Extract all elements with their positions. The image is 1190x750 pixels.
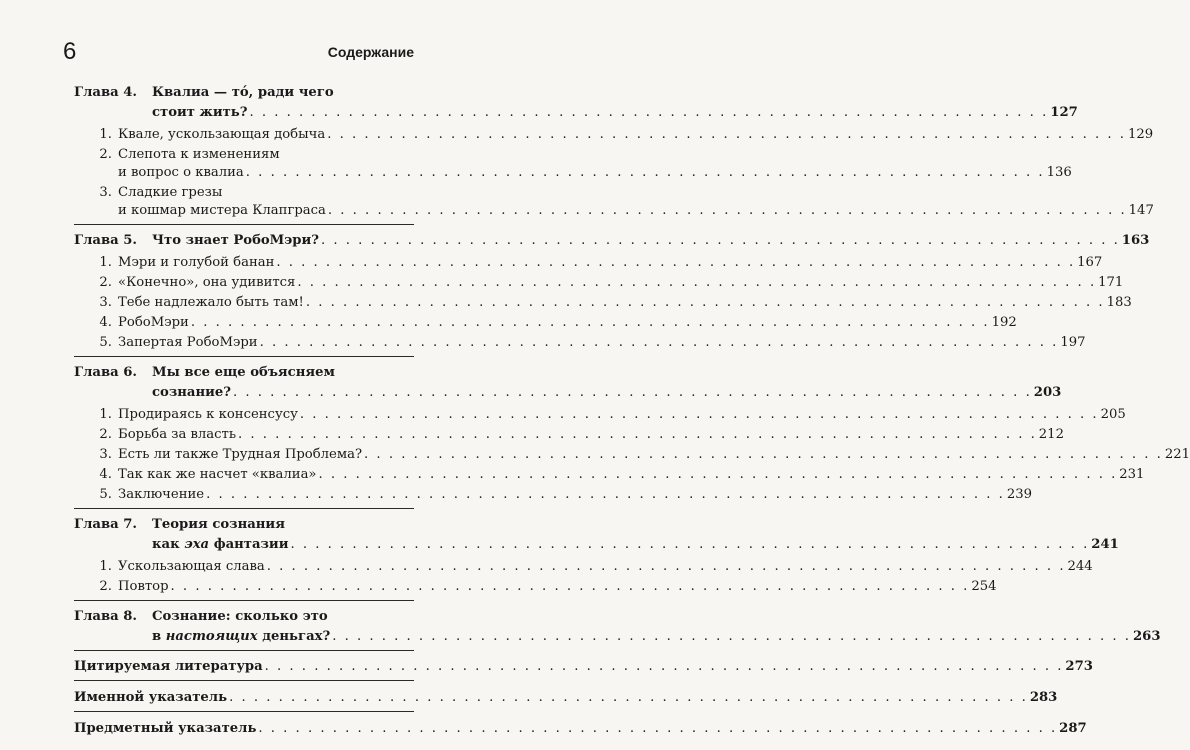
section-page: 129 (1127, 127, 1154, 142)
section-number: 3. (99, 447, 112, 462)
section-page: 212 (1038, 427, 1064, 442)
chapter-title-line: Мы все еще объясняем (152, 365, 335, 380)
leader-dots (258, 720, 1057, 738)
toc-section (74, 426, 1064, 444)
section-page: 239 (1006, 487, 1033, 502)
toc-section (74, 146, 1072, 182)
chapter-title (152, 516, 1119, 554)
section-page: 183 (1106, 295, 1132, 310)
section-list (74, 254, 1132, 352)
leader-dots (191, 314, 990, 332)
chapter-label: Глава 6. (74, 365, 138, 380)
leader-dots (300, 406, 1099, 424)
leader-dots (171, 578, 970, 596)
section-list (74, 558, 1093, 596)
toc-chapter-7 (74, 516, 1119, 601)
section-title: Мэри и голубой банан (118, 255, 275, 270)
toc-chapter-8 (74, 608, 1161, 651)
section-title: Квале, ускользающая добыча (118, 127, 326, 142)
chapter-title-last: сознание? (152, 385, 231, 400)
chapter-title-line: Теория сознания (152, 517, 285, 532)
chapter-title-last: в настоящих деньгах? (152, 629, 331, 644)
leader-dots (328, 202, 1127, 220)
section-number: 2. (99, 147, 112, 162)
section-list (74, 126, 1154, 220)
leader-dots (319, 466, 1118, 484)
section-title: Тебе надлежало быть там! (118, 295, 304, 310)
toc-section (74, 184, 1154, 220)
section-number: 1. (99, 255, 112, 270)
leader-dots (246, 164, 1045, 182)
chapter-title (152, 232, 1149, 250)
chapter-title-last: Что знает РобоМэри? (152, 233, 320, 248)
chapter-label: Глава 8. (74, 609, 138, 624)
chapter-title-row (152, 384, 1061, 402)
chapter-page: 127 (1050, 105, 1078, 120)
section-number: 1. (99, 407, 112, 422)
toc-section (74, 558, 1093, 576)
toc-section (74, 254, 1103, 272)
leader-dots (267, 558, 1066, 576)
section-number: 2. (99, 427, 112, 442)
section-page: 197 (1060, 335, 1086, 350)
toc-chapter-4 (74, 84, 1154, 225)
toc-back-matter-subject-index (74, 720, 1087, 742)
chapter-title-last: как эха фантазии (152, 537, 289, 552)
table-of-contents (74, 84, 1190, 750)
section-page: 147 (1128, 203, 1154, 218)
chapter-label: Глава 7. (74, 517, 138, 532)
section-page: 136 (1046, 165, 1072, 180)
leader-dots (297, 274, 1096, 292)
section-number: 3. (99, 185, 112, 200)
section-title: Заключение (118, 487, 205, 502)
leader-dots (250, 104, 1049, 122)
toc-section (74, 578, 997, 596)
section-title: и вопрос о квалиа (118, 165, 244, 180)
section-page: 231 (1119, 467, 1145, 482)
section-number: 2. (99, 275, 112, 290)
section-title: РобоМэри (118, 315, 189, 330)
section-title: и кошмар мистера Клапграса (118, 203, 326, 218)
leader-dots (332, 628, 1131, 646)
toc-section (74, 294, 1132, 312)
leader-dots (233, 384, 1032, 402)
leader-dots (276, 254, 1075, 272)
leader-dots (291, 536, 1090, 554)
section-title: Борьба за власть (118, 427, 237, 442)
leader-dots (238, 426, 1037, 444)
leader-dots (321, 232, 1120, 250)
chapter-title-row (152, 628, 1161, 646)
toc-section (74, 274, 1124, 292)
back-matter-page: 273 (1065, 659, 1093, 674)
chapter-title-row (152, 536, 1119, 554)
back-matter-page: 283 (1029, 690, 1058, 705)
chapter-page: 203 (1033, 385, 1062, 400)
section-number: 5. (99, 487, 112, 502)
emphasis: настоящих (165, 629, 258, 644)
chapter-title (152, 84, 1078, 122)
section-page: 167 (1077, 255, 1103, 270)
toc-section (74, 446, 1190, 464)
section-page: 205 (1100, 407, 1126, 422)
leader-dots (206, 486, 1005, 504)
section-page: 171 (1098, 275, 1124, 290)
page-number: 6 (63, 38, 77, 65)
section-page: 244 (1067, 559, 1093, 574)
leader-dots (306, 294, 1105, 312)
section-number: 1. (99, 559, 112, 574)
leader-dots (229, 689, 1028, 707)
chapter-title-last: стоит жить? (152, 105, 248, 120)
leader-dots (260, 334, 1059, 352)
chapter-label: Глава 4. (74, 85, 138, 100)
chapter-page: 263 (1132, 629, 1161, 644)
leader-dots (327, 126, 1126, 144)
section-page: 254 (971, 579, 997, 594)
section-title: Запертая РобоМэри (118, 335, 258, 350)
toc-back-matter-references (74, 658, 1093, 681)
toc-section (74, 334, 1086, 352)
chapter-title-row (152, 104, 1078, 122)
section-title: «Конечно», она удивится (118, 275, 296, 290)
toc-chapter-5 (74, 232, 1150, 357)
chapter-page: 163 (1121, 233, 1150, 248)
toc-section (74, 466, 1145, 484)
section-title: Продираясь к консенсусу (118, 407, 298, 422)
chapter-label: Глава 5. (74, 233, 138, 248)
chapter-title-line: Квалиа — тó, ради чего (152, 85, 334, 100)
section-title: Так как же насчет «квалиа» (118, 467, 317, 482)
chapter-title (152, 364, 1061, 402)
section-number: 4. (99, 315, 112, 330)
toc-section (74, 314, 1017, 332)
toc-section (74, 486, 1033, 504)
back-matter-page: 287 (1059, 721, 1087, 736)
chapter-title (152, 608, 1161, 646)
chapter-page: 241 (1091, 537, 1119, 552)
back-matter-title: Именной указатель (74, 690, 228, 705)
chapter-title-row (152, 232, 1149, 250)
section-title: Ускользающая слава (118, 559, 265, 574)
section-number: 2. (99, 579, 112, 594)
section-number: 4. (99, 467, 112, 482)
leader-dots (265, 658, 1064, 676)
section-number: 5. (99, 335, 112, 350)
section-list (74, 406, 1190, 504)
section-title-line: Сладкие грезы (118, 185, 223, 200)
toc-section (74, 126, 1154, 144)
toc-section (74, 406, 1126, 424)
section-number: 3. (99, 295, 112, 310)
section-title: Есть ли также Трудная Проблема? (118, 447, 363, 462)
leader-dots (364, 446, 1163, 464)
section-number: 1. (99, 127, 112, 142)
toc-chapter-6 (74, 364, 1190, 509)
section-title: Повтор (118, 579, 169, 594)
toc-back-matter-name-index (74, 689, 1058, 712)
back-matter-title: Цитируемая литература (74, 659, 263, 674)
emphasis: эха (184, 537, 210, 552)
running-head: Содержание (327, 44, 414, 60)
section-title-line: Слепота к изменениям (118, 147, 280, 162)
section-page: 192 (991, 315, 1017, 330)
section-page: 221 (1164, 447, 1190, 462)
chapter-title-line: Сознание: сколько это (152, 609, 328, 624)
back-matter-title: Предметный указатель (74, 721, 257, 736)
